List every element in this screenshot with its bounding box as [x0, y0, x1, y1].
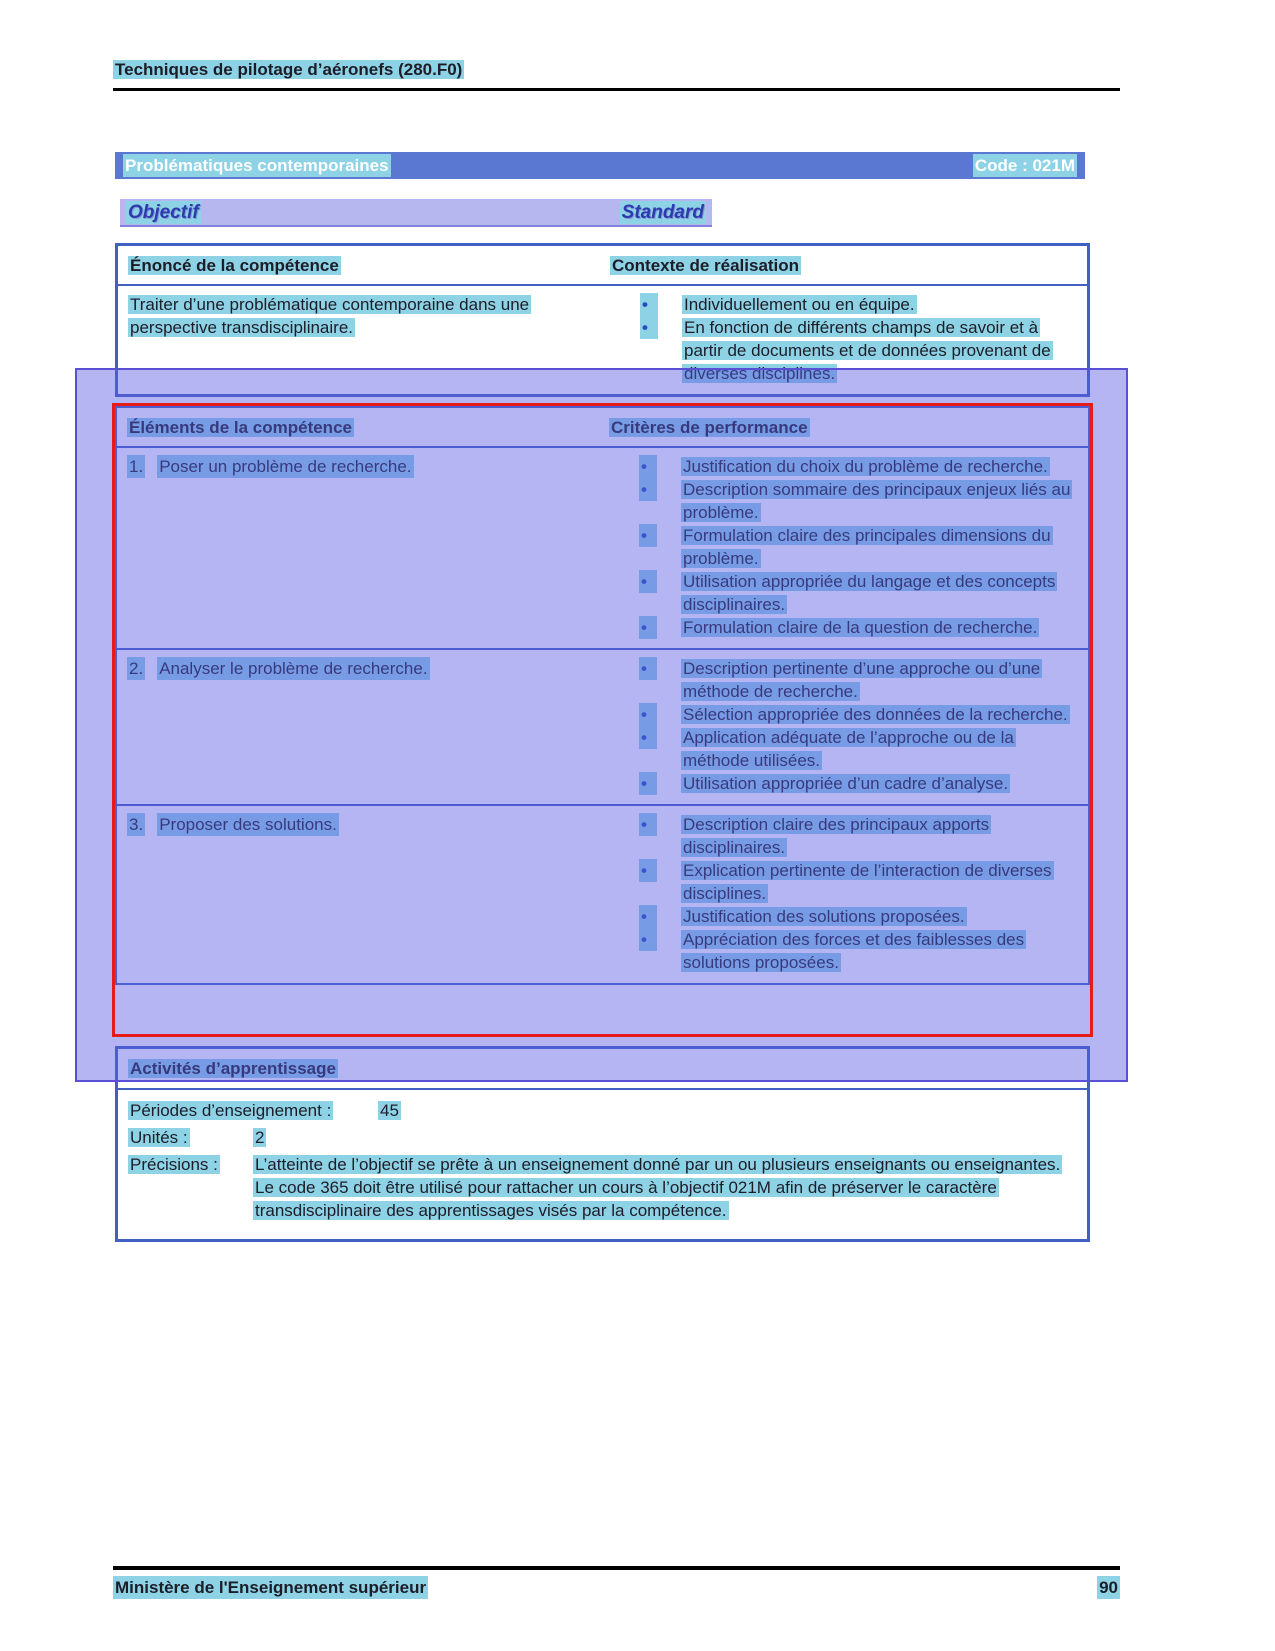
- list-item: • Description pertinente d’une approche ou d’une méthode de recherche.: [641, 659, 1041, 701]
- competency-table-header: [118, 246, 1087, 286]
- standard-heading: Standard: [621, 201, 704, 223]
- periods-label: Périodes d’enseignement :: [130, 1101, 332, 1120]
- units-row: [128, 1126, 1077, 1149]
- activities-body: [118, 1090, 1087, 1239]
- element-row-3: [117, 804, 1088, 983]
- footer-page-number: 90: [1099, 1578, 1118, 1597]
- doc-header: [113, 58, 1120, 91]
- precisions-label: Précisions :: [130, 1155, 218, 1174]
- elements-table-header: [117, 408, 1088, 448]
- precisions-paragraph: Le code 365 doit être utilisé pour rattacher un cours à l’objectif 021M afin de préserver le caractère transdisciplinaire des apprentissages visés par la compétence.: [255, 1178, 997, 1220]
- header-rule: [113, 88, 1120, 91]
- criteria-list: [609, 657, 1078, 795]
- element-title: 1. Poser un problème de recherche.: [129, 457, 412, 476]
- list-item: • Application adéquate de l’approche ou de la méthode utilisées.: [641, 728, 1014, 770]
- elements-table: [115, 406, 1090, 985]
- title-banner: [115, 152, 1085, 179]
- competency-table: [115, 243, 1090, 397]
- context-list: [610, 293, 1077, 385]
- list-item: • Utilisation appropriée d’un cadre d’analyse.: [641, 774, 1009, 793]
- bullet-icon: •: [639, 726, 657, 749]
- criteria-list: [609, 455, 1078, 639]
- bullet-icon: •: [639, 772, 657, 795]
- bullet-icon: •: [640, 293, 658, 316]
- precisions-row: [128, 1153, 1077, 1222]
- list-item: • Utilisation appropriée du langage et des concepts disciplinaires.: [641, 572, 1056, 614]
- bullet-icon: •: [640, 316, 658, 339]
- elements-col1-header: Éléments de la compétence: [129, 418, 352, 437]
- bullet-icon: •: [639, 859, 657, 882]
- bullet-icon: •: [639, 703, 657, 726]
- activities-table: [115, 1046, 1090, 1242]
- precisions-paragraph: L’atteinte de l’objectif se prête à un enseignement donné par un ou plusieurs enseignants ou enseignantes.: [255, 1155, 1061, 1174]
- bullet-icon: •: [639, 570, 657, 593]
- list-item: • Individuellement ou en équipe.: [642, 295, 915, 314]
- element-title: 3. Proposer des solutions.: [129, 815, 337, 834]
- element-row-2: [117, 648, 1088, 804]
- bullet-icon: •: [639, 478, 657, 501]
- list-item: • Sélection appropriée des données de la recherche.: [641, 705, 1068, 724]
- precisions-text: [253, 1153, 1077, 1222]
- footer-rule: [113, 1566, 1120, 1570]
- periods-row: [128, 1099, 1077, 1122]
- list-item: • Formulation claire de la question de recherche.: [641, 618, 1038, 637]
- competency-col1-header: Énoncé de la compétence: [130, 256, 339, 275]
- footer-row: [113, 1576, 1120, 1599]
- list-item: • Justification des solutions proposées.: [641, 907, 965, 926]
- bullet-icon: •: [639, 905, 657, 928]
- objective-standard-bar: [120, 199, 712, 227]
- bullet-icon: •: [639, 928, 657, 951]
- elements-col2-header: Critères de performance: [611, 418, 808, 437]
- list-item: • Description claire des principaux apports disciplinaires.: [641, 815, 990, 857]
- banner-title: Problématiques contemporaines: [125, 156, 389, 175]
- element-row-1: [117, 448, 1088, 648]
- list-item: • Appréciation des forces et des faiblesses des solutions proposées.: [641, 930, 1025, 972]
- criteria-list: [609, 813, 1078, 974]
- competency-statement: Traiter d’une problématique contemporaine dans une perspective transdisciplinaire.: [130, 295, 530, 337]
- list-item: • Formulation claire des principales dimensions du problème.: [641, 526, 1051, 568]
- doc-footer: [113, 1566, 1120, 1599]
- bullet-icon: •: [639, 524, 657, 547]
- units-label: Unités :: [130, 1128, 188, 1147]
- objectif-heading: Objectif: [128, 201, 199, 223]
- list-item: • En fonction de différents champs de savoir et à partir de documents et de données provenant de diverses disciplines.: [642, 318, 1051, 383]
- bullet-icon: •: [639, 616, 657, 639]
- list-item: • Justification du choix du problème de recherche.: [641, 457, 1048, 476]
- list-item: • Description sommaire des principaux enjeux liés au problème.: [641, 480, 1071, 522]
- activities-header: Activités d’apprentissage: [118, 1049, 1087, 1090]
- units-value: 2: [255, 1128, 265, 1147]
- competency-table-body: [118, 286, 1087, 394]
- doc-header-title: Techniques de pilotage d’aéronefs (280.F0): [115, 60, 463, 79]
- footer-ministry: Ministère de l'Enseignement supérieur: [115, 1578, 427, 1597]
- bullet-icon: •: [639, 455, 657, 478]
- element-title: 2. Analyser le problème de recherche.: [129, 659, 428, 678]
- competency-col2-header: Contexte de réalisation: [612, 256, 800, 275]
- periods-value: 45: [380, 1101, 399, 1120]
- bullet-icon: •: [639, 657, 657, 680]
- bullet-icon: •: [639, 813, 657, 836]
- banner-code: Code : 021M: [974, 156, 1075, 175]
- list-item: • Explication pertinente de l’interaction de diverses disciplines.: [641, 861, 1052, 903]
